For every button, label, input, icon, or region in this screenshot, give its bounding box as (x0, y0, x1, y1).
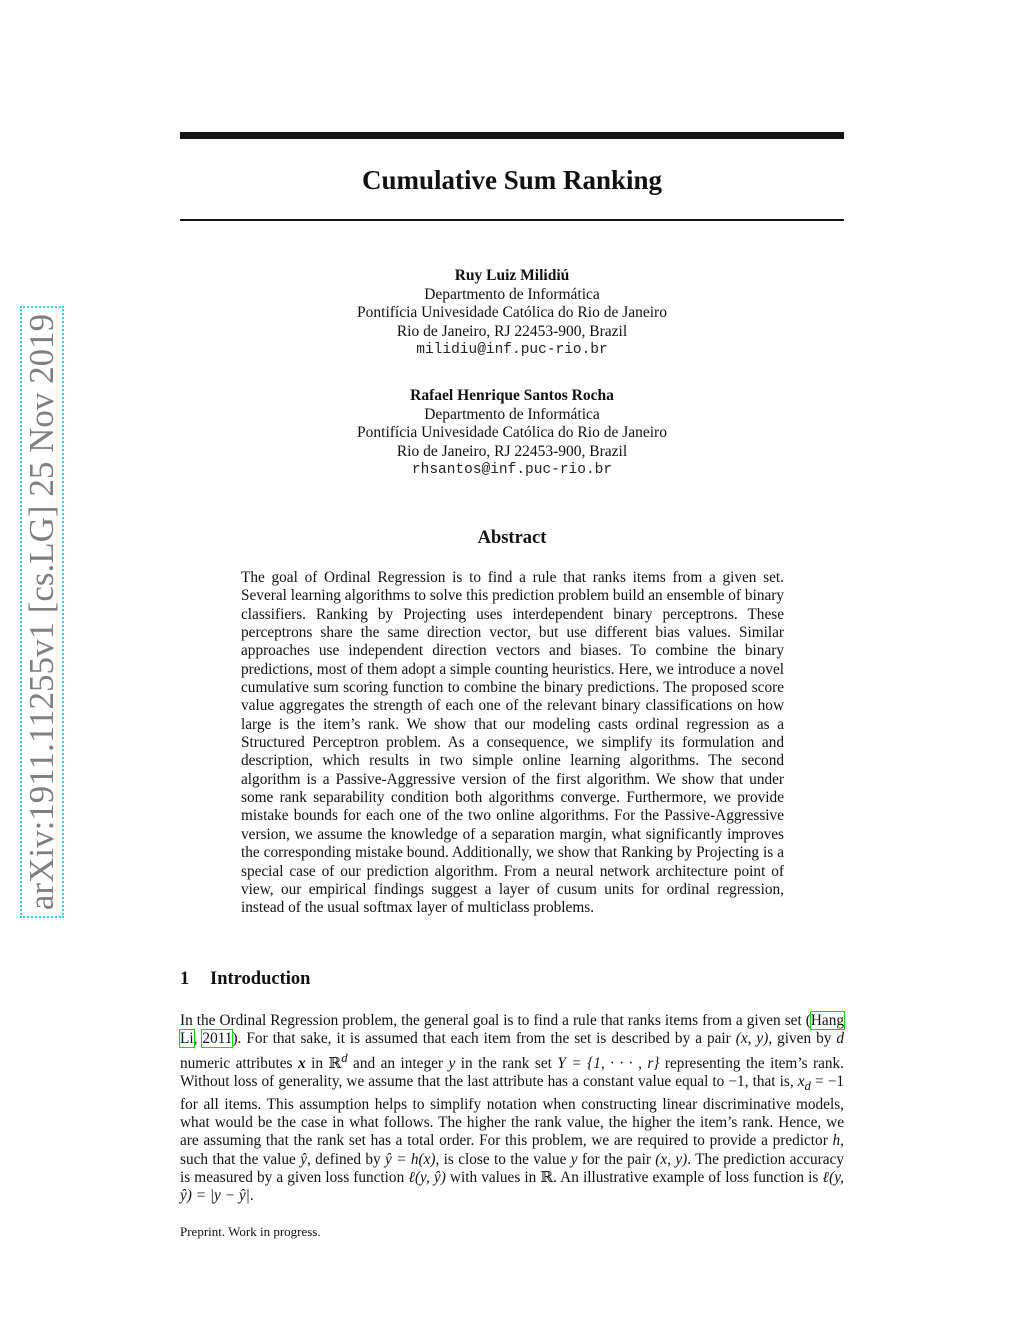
author-name: Rafael Henrique Santos Rocha (410, 387, 614, 404)
intro-text: and an integer (347, 1054, 449, 1072)
math-expression: x (797, 1073, 805, 1091)
intro-text: with values in (445, 1168, 541, 1186)
author-block-2 (180, 387, 844, 480)
math-expression: −1 (728, 1073, 745, 1091)
author-email[interactable]: rhsantos@inf.puc-rio.br (411, 462, 613, 479)
paper-title: Cumulative Sum Ranking (361, 165, 663, 195)
author-department: Departmento de Informática (424, 285, 600, 303)
citation-link-author[interactable]: Hang Li (180, 1012, 844, 1048)
citation-link-year[interactable]: 2011 (202, 1030, 233, 1048)
intro-text: , defined by (307, 1150, 386, 1168)
math-expression: ℓ(y, ŷ) (408, 1168, 446, 1186)
intro-text: , is close to the value (435, 1150, 571, 1168)
intro-text: for all items. This assumption helps to simplify notation when constructing linear discriminative models, what would be the case in what follows. The higher the rank value, the higher the item’s rank. Hence, we are assuming that the rank set has a total order. For this problem, we are required to provide a predictor (180, 1095, 844, 1150)
intro-text: representing the item’s rank. Without loss of generality, we assume that the last attribute has a constant value equal to (180, 1054, 844, 1091)
math-expression: (x, y) (735, 1030, 769, 1048)
section-number: 1 (180, 969, 190, 989)
math-expression: h (832, 1132, 841, 1150)
intro-text: numeric attributes (180, 1054, 298, 1072)
math-expression: ℝ (328, 1054, 342, 1072)
abstract-text: The goal of Ordinal Regression is to find a rule that ranks items from a given set. Several learning algorithms to solve this prediction problem build an ensemble of binary classifiers. Ranking by Projecting uses interdependent binary perceptrons. These perceptrons share the same direction vector, but use different bias values. Similar approaches use independent direction vectors and biases. To combine the binary predictions, most of them adopt a simple counting heuristics. Here, we introduce a novel cumulative sum scoring function to combine the binary predictions. The proposed score value aggregates the strength of each one of the relevant binary classifications on how large is the item’s rank. We show that our modeling casts ordinal regression as a Structured Perceptron problem. As a consequence, we simplify its formulation and description, which results in two simple online learning algorithms. The second algorithm is a Passive-Aggressive version of the first algorithm. We show that under some rank separability condition both algorithms converge. Furthermore, we provide mistake bounds for each one of the two online algorithms. For the Passive-Aggressive version, we assume the knowledge of a separation margin, what significantly improves the corresponding mistake bound. Additionally, we show that Ranking by Projecting is a special case of our prediction algorithm. From a neural network architecture point of view, our empirical findings suggest a layer of cusum units for ordinal regression, instead of the usual softmax layer of multiclass problems. (241, 569, 784, 917)
math-expression: Y = {1, · · · , r} (557, 1054, 660, 1072)
author-name: Ruy Luiz Milidiú (454, 267, 570, 284)
intro-text: In the Ordinal Regression problem, the general goal is to find a rule that ranks items from a given set ( (180, 1012, 811, 1029)
intro-text: , such that the value (180, 1132, 844, 1168)
math-expression: ℝ (540, 1168, 554, 1186)
abstract-heading: Abstract (477, 528, 547, 548)
intro-text: , that is, (744, 1073, 798, 1091)
author-email[interactable]: milidiu@inf.puc-rio.br (416, 342, 608, 359)
math-expression: y (570, 1150, 578, 1168)
intro-text: . An illustrative example of loss function is (553, 1168, 823, 1186)
math-expression: x (297, 1054, 306, 1072)
author-address: Rio de Janeiro, RJ 22453-900, Brazil (396, 442, 628, 460)
math-expression: ŷ = h(x) (385, 1150, 436, 1168)
math-expression: (x, y) (655, 1150, 688, 1168)
math-expression: ŷ (300, 1150, 307, 1168)
intro-text: for the pair (577, 1150, 656, 1168)
author-department: Departmento de Informática (424, 405, 600, 423)
arxiv-identifier[interactable]: arXiv:1911.11255v1 [cs.LG] 25 Nov 2019 (20, 306, 64, 918)
math-superscript: d (341, 1050, 348, 1065)
author-institution: Pontifícia Univesidade Católica do Rio de Janeiro (357, 304, 667, 322)
title-bottom-rule (180, 219, 844, 221)
introduction-paragraph (180, 1012, 844, 1206)
math-expression: y (448, 1054, 456, 1072)
section-heading-introduction (180, 967, 844, 991)
footer-note: Preprint. Work in progress. (180, 1224, 321, 1239)
section-title: Introduction (210, 969, 311, 989)
math-expression: d (836, 1030, 844, 1048)
intro-text: in the rank set (455, 1054, 558, 1072)
math-expression: ℓ(y, ŷ) = |y − ŷ| (180, 1168, 844, 1205)
title-top-rule (180, 132, 844, 139)
author-address: Rio de Janeiro, RJ 22453-900, Brazil (396, 322, 628, 340)
math-expression: = −1 (810, 1073, 844, 1091)
intro-text: , (193, 1030, 203, 1048)
intro-text: in (305, 1054, 329, 1072)
math-subscript: d (804, 1079, 811, 1094)
author-institution: Pontifícia Univesidade Católica do Rio de Janeiro (357, 424, 667, 442)
intro-text: . (249, 1187, 254, 1205)
intro-text: ). For that sake, it is assumed that each item from the set is described by a pair (232, 1030, 736, 1048)
intro-text: , given by (768, 1030, 837, 1048)
intro-text: . The prediction accuracy is measured by a given loss function (180, 1150, 844, 1186)
author-block-1 (180, 267, 844, 360)
